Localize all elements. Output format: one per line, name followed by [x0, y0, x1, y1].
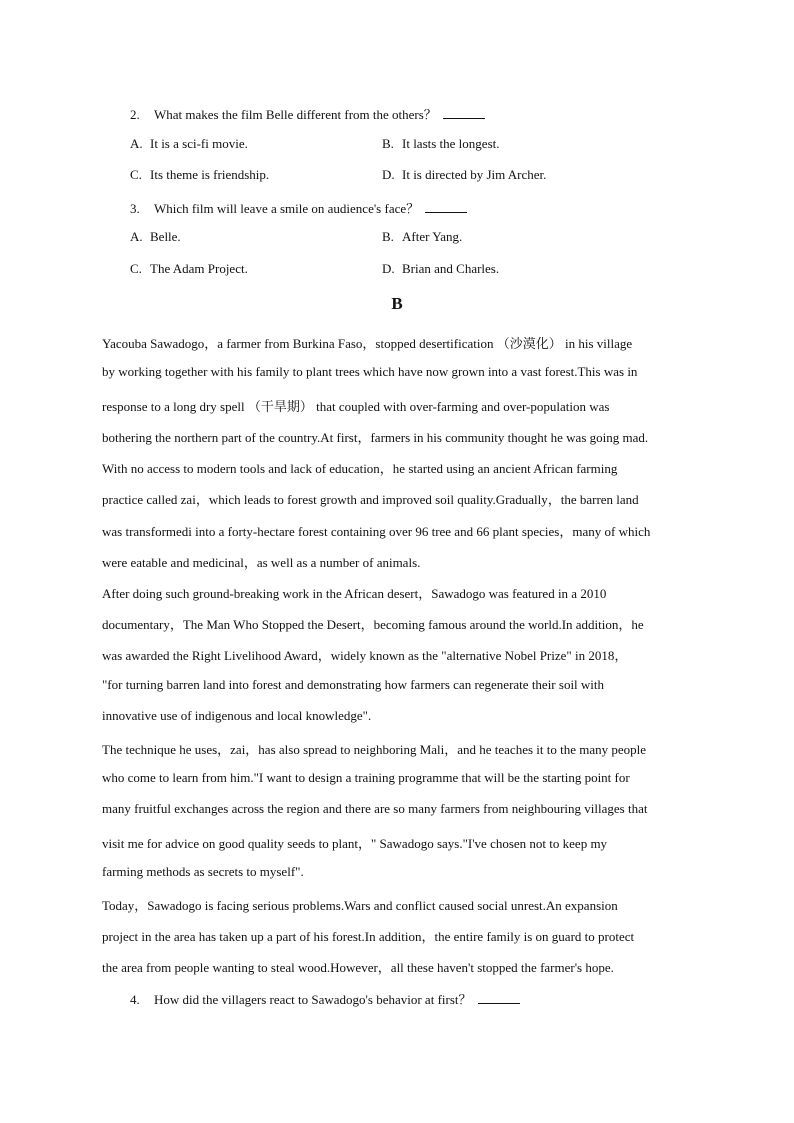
question-number: 2. [130, 107, 140, 122]
question-2 [130, 104, 485, 123]
option-letter: B. [382, 229, 394, 244]
question-3 [130, 198, 467, 217]
passage-line: was awarded the Right Livelihood Award，widely known as the "alternative Nobel Prize" in 2018， [102, 648, 628, 663]
passage-line: by working together with his family to plant trees which have now grown into a vast forest.This was in [102, 364, 638, 379]
option-text: The Adam Project. [150, 261, 248, 276]
passage-line: were eatable and medicinal，as well as a number of animals. [102, 555, 421, 570]
passage-line: project in the area has taken up a part of his forest.In addition，the entire family is on guard to protect [102, 929, 635, 944]
option-text: After Yang. [402, 229, 463, 244]
option-letter: B. [382, 136, 394, 151]
answer-blank[interactable] [425, 200, 467, 213]
option-3b[interactable] [382, 229, 462, 245]
passage-line: "for turning barren land into forest and demonstrating how farmers can regenerate their soil with [102, 677, 605, 692]
passage-line: farming methods as secrets to myself". [102, 864, 304, 879]
option-2c[interactable] [130, 167, 269, 183]
passage-line: With no access to modern tools and lack of education，he started using an ancient African farming [102, 461, 618, 476]
passage-line: the area from people wanting to steal wood.However，all these haven't stopped the farmer's hope. [102, 960, 614, 975]
option-text: Brian and Charles. [402, 261, 500, 276]
option-letter: A. [130, 136, 143, 151]
option-text: Its theme is friendship. [150, 167, 270, 182]
option-letter: C. [130, 261, 142, 276]
answer-blank[interactable] [443, 106, 485, 119]
passage-line: The technique he uses，zai，has also spread to neighboring Mali，and he teaches it to the many people [102, 742, 647, 757]
option-letter: D. [382, 261, 395, 276]
question-text: Which film will leave a smile on audience's face？ [154, 201, 420, 216]
question-number: 4. [130, 992, 140, 1007]
passage-line: many fruitful exchanges across the region and there are so many farmers from neighbouring villages that [102, 801, 648, 816]
section-heading: B [391, 294, 403, 313]
option-letter: A. [130, 229, 143, 244]
passage-line: innovative use of indigenous and local knowledge". [102, 708, 372, 723]
passage-line: practice called zai，which leads to forest growth and improved soil quality.Gradually，the barren land [102, 492, 639, 507]
passage-line: was transformedi into a forty-hectare forest containing over 96 tree and 66 plant species，many of which [102, 524, 651, 539]
passage-line: Today，Sawadogo is facing serious problems.Wars and conflict caused social unrest.An expansion [102, 898, 618, 913]
passage-line: response to a long dry spell （干旱期） that coupled with over-farming and over-population was [102, 399, 610, 414]
option-2d[interactable] [382, 167, 546, 183]
passage-line: Yacouba Sawadogo，a farmer from Burkina Faso，stopped desertification （沙漠化） in his village [102, 336, 633, 351]
passage-line: bothering the northern part of the country.At first，farmers in his community thought he was going mad. [102, 430, 649, 445]
option-2b[interactable] [382, 136, 500, 152]
question-number: 3. [130, 201, 140, 216]
passage-line: who come to learn from him."I want to design a training programme that will be the starting point for [102, 770, 630, 785]
answer-blank[interactable] [478, 991, 520, 1004]
option-letter: D. [382, 167, 395, 182]
option-3d[interactable] [382, 261, 499, 277]
passage-line: documentary，The Man Who Stopped the Desert，becoming famous around the world.In addition，he [102, 617, 644, 632]
option-3a[interactable] [130, 229, 181, 245]
question-text: What makes the film Belle different from the others？ [154, 107, 437, 122]
passage-line: visit me for advice on good quality seeds to plant，" Sawadogo says."I've chosen not to keep my [102, 836, 608, 851]
passage-line: After doing such ground-breaking work in the African desert，Sawadogo was featured in a 2010 [102, 586, 607, 601]
option-text: It is a sci-fi movie. [150, 136, 248, 151]
option-text: It is directed by Jim Archer. [402, 167, 547, 182]
option-text: It lasts the longest. [402, 136, 500, 151]
option-letter: C. [130, 167, 142, 182]
option-text: Belle. [150, 229, 181, 244]
option-2a[interactable] [130, 136, 248, 152]
question-text: How did the villagers react to Sawadogo's behavior at first？ [154, 992, 472, 1007]
question-4 [130, 989, 520, 1008]
option-3c[interactable] [130, 261, 248, 277]
